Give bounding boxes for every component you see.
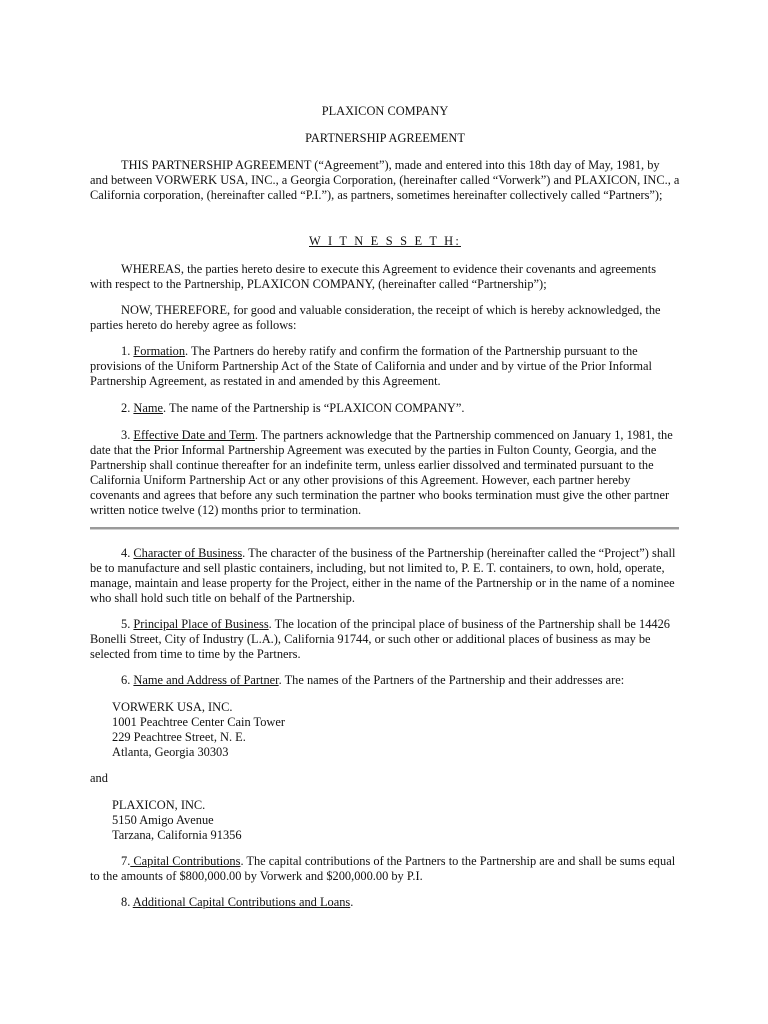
witnesseth-heading xyxy=(90,234,680,249)
address-line: 229 Peachtree Street, N. E. xyxy=(112,730,246,744)
address-line: 1001 Peachtree Center Cain Tower xyxy=(112,715,286,729)
partner-address-plaxicon xyxy=(112,798,672,843)
address-line: 5150 Amigo Avenue xyxy=(112,813,214,827)
section-text: . The location of the principal place of business of the Partnership shall be 14426 Bonelli Street, City of Industry (L.A.), California 91744, or such other or additional places of business as may be selected from time to time by the Partners. xyxy=(90,617,670,661)
section-number: 3. xyxy=(121,428,131,442)
partner-address-vorwerk xyxy=(112,700,672,760)
section-effective-date xyxy=(90,428,680,518)
preamble-paragraph: THIS PARTNERSHIP AGREEMENT (“Agreement”), made and entered into this 18th day of May, 1981, by and between VORWERK USA, INC., a Georgia Corporation, (hereinafter called “Vorwerk”) and PLAXICON, INC., a California corporation, (hereinafter called “P.I.”), as partners, sometimes hereinafter collectively called “Partners”); xyxy=(90,158,680,202)
section-text: . xyxy=(350,895,354,909)
section-number: 8. xyxy=(121,895,131,909)
section-name xyxy=(90,401,680,416)
now-therefore-paragraph: NOW, THEREFORE, for good and valuable consideration, the receipt of which is hereby acknowledged, the parties hereto do hereby agree as follows: xyxy=(90,303,661,332)
section-heading: Character of Business xyxy=(133,546,243,560)
section-text: . The capital contributions of the Partners to the Partnership are and shall be sums equal to the amounts of $800,000.00 by Vorwerk and $200,000.00 by P.I. xyxy=(90,854,676,883)
partner-name: VORWERK USA, INC. xyxy=(112,700,233,714)
section-text: . The name of the Partnership is “PLAXICON COMPANY”. xyxy=(163,401,465,415)
section-text: . The Partners do hereby ratify and confirm the formation of the Partnership pursuant to the provisions of the Uniform Partnership Act of the State of California and under and by virtue of the Prior Informal Partnership Agreement, as restated in and amended by this Agreement. xyxy=(90,344,652,388)
section-text: . The names of the Partners of the Partnership and their addresses are: xyxy=(278,673,625,687)
section-number: 4. xyxy=(121,546,131,560)
section-number: 1. xyxy=(121,344,131,358)
section-heading: Formation xyxy=(133,344,186,358)
address-line: Atlanta, Georgia 30303 xyxy=(112,745,229,759)
company-title: PLAXICON COMPANY xyxy=(321,104,449,118)
section-additional-capital xyxy=(90,895,680,910)
section-heading: Additional Capital Contributions and Loans xyxy=(132,895,351,909)
section-principal-place xyxy=(90,617,680,662)
section-formation xyxy=(90,344,680,389)
section-number: 5. xyxy=(121,617,131,631)
whereas-paragraph: WHEREAS, the parties hereto desire to execute this Agreement to evidence their covenants and agreements with respect to the Partnership, PLAXICON COMPANY, (hereinafter called “Partnership”); xyxy=(90,262,657,291)
section-text: . The partners acknowledge that the Partnership commenced on January 1, 1981, the date that the Prior Informal Partnership Agreement was executed by the parties in Fulton County, Georgia, and the Partnership shall continue thereafter for an indefinite term, unless earlier dissolved and terminated pursuant to the California Uniform Partnership Act or any other provisions of this Agreement. However, each partner hereby covenants and agrees that before any such termination the partner who books termination must give the other partner written notice twelve (12) months prior to termination. xyxy=(90,428,673,517)
page-break-divider xyxy=(90,527,679,530)
section-heading: Name and Address of Partner xyxy=(133,673,279,687)
agreement-title: PARTNERSHIP AGREEMENT xyxy=(305,131,465,145)
address-line: Tarzana, California 91356 xyxy=(112,828,242,842)
section-heading: Name xyxy=(133,401,163,415)
section-text: . The character of the business of the Partnership (hereinafter called the “Project”) shall be to manufacture and sell plastic containers, including, but not limited to, P. E. T. containers, to own, hold, operate, manage, maintain and lease property for the Project, either in the name of the Partnership or in the name of a nominee who shall hold such title on behalf of the Partnership. xyxy=(90,546,676,605)
section-heading: Effective Date and Term xyxy=(133,428,255,442)
section-number: 6. xyxy=(121,673,131,687)
witnesseth-text: W I T N E S S E T H: xyxy=(309,234,461,248)
section-heading: Capital Contributions xyxy=(130,854,241,868)
section-capital-contributions xyxy=(90,854,680,884)
section-number: 7. xyxy=(121,854,131,868)
section-character-of-business xyxy=(90,546,680,606)
partner-name: PLAXICON, INC. xyxy=(112,798,206,812)
section-number: 2. xyxy=(121,401,131,415)
and-conjunction: and xyxy=(90,771,108,785)
section-partner-addresses xyxy=(90,673,680,688)
section-heading: Principal Place of Business xyxy=(133,617,269,631)
